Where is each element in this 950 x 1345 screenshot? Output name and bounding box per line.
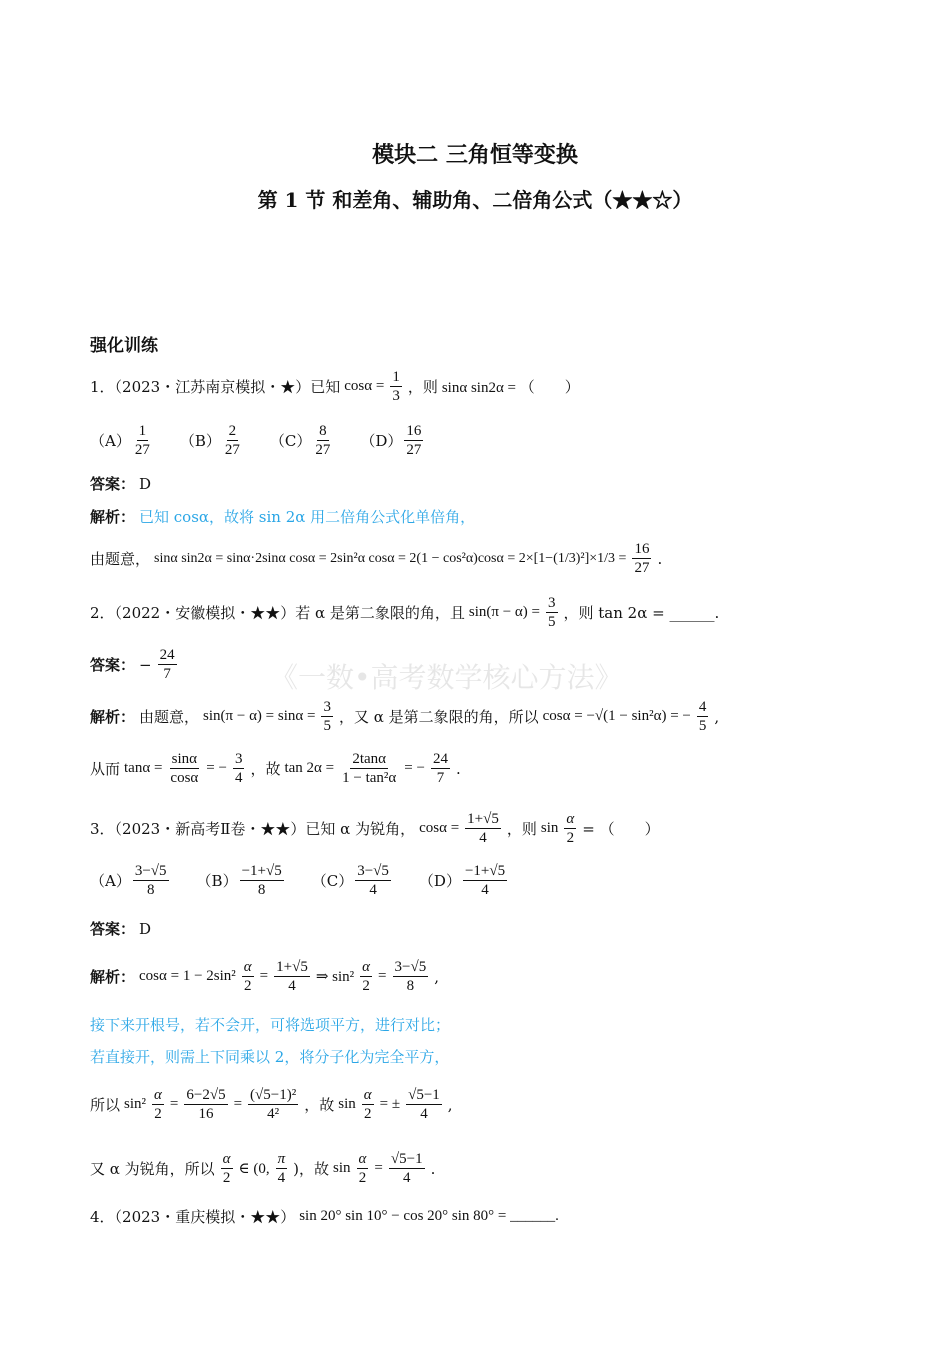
watermark: 《一数•高考数学核心方法》 <box>270 661 623 694</box>
q2-work1-a: 由题意， <box>139 708 200 726</box>
q2-stem: 2．（2022・安徽模拟・★★）若 α 是第二象限的角，且 <box>90 604 465 622</box>
q3-work2-b: sin² <box>124 1096 147 1112</box>
q2-work1-frac2: $\frac{4}{5}$ <box>698 699 707 734</box>
section-heading: 强化训练 <box>90 336 158 356</box>
q3-w1-frac3: $\frac{\alpha}{2}$ <box>362 959 371 994</box>
question-4-stem <box>90 1206 559 1227</box>
q2-ask: ，则 tan 2α = ______. <box>563 604 720 622</box>
q2-answer-label: 答案： <box>90 656 136 674</box>
q3-stem: 3．（2023・新高考Ⅱ卷・★★）已知 α 为锐角， <box>90 820 416 838</box>
q3-w3-b: ∈ (0, <box>238 1161 270 1177</box>
q1-hint: 已知 cosα，故将 sin 2α 用二倍角公式化单倍角， <box>139 508 476 526</box>
q3-answer <box>90 918 151 939</box>
q3-w2-frac1: $\frac{\alpha}{2}$ <box>154 1087 162 1122</box>
q3-analysis-label: 解析： <box>90 968 136 986</box>
q1-ask: sinα sin2α = （ ） <box>441 380 580 396</box>
question-3-stem <box>90 810 660 847</box>
q3-ask-b: sin <box>540 820 559 836</box>
q2-work2-frac2: $\frac{3}{4}$ <box>234 751 243 786</box>
q2-analysis-label: 解析： <box>90 708 136 726</box>
q2-work1-d: cosα = −√(1 − sin²α) = − <box>542 708 691 724</box>
q1-answer <box>90 473 151 494</box>
q1-cos-frac: $\frac{1}{3}$ <box>392 369 400 404</box>
q3-w1-frac1: $\frac{\alpha}{2}$ <box>243 959 252 994</box>
q3-given: cosα = <box>419 820 460 836</box>
q1-stem-a: 1．（2023・江苏南京模拟・★）已知 <box>90 378 341 396</box>
q1-analysis-label: 解析： <box>90 508 136 526</box>
q3-answer-label: 答案： <box>90 920 136 938</box>
q2-work2-a: 从而 <box>90 760 121 778</box>
q2-work2-e: tan 2α = <box>284 760 335 776</box>
q2-work2-frac4: $\frac{24}{7}$ <box>432 751 448 786</box>
q3-work-3: 又 α 为锐角，所以 $\frac{\alpha}{2}$ ∈ (0, $\frac{\pi}{4}$ )，故 sin $\frac{\alpha}{2}$ = $\frac{√5-1}{4}$ . <box>90 1151 436 1186</box>
q3-w1-eq-2: = <box>378 968 387 984</box>
page-title: 模块二 三角恒等变换 <box>372 142 578 168</box>
q1-cos-expr: cosα = <box>344 378 385 394</box>
q3-w2-c: ，故 <box>304 1096 335 1114</box>
q3-ask-c: = （ ） <box>582 820 660 838</box>
q2-work2-frac3: $\frac{2\tan\alpha}{\text{1 − tan²α}}$ <box>342 751 397 786</box>
q3-w2-eq: = <box>169 1096 179 1112</box>
q2-work-2: 从而 tanα = $\frac{\sin\alpha}{\cos\alpha}$ = − $\frac{3}{4}$ ，故 tan 2α = $\frac{2\tan\alpha}{\text{1 − tan²α}}$ = − $\frac{24}{7}$ . <box>90 751 461 786</box>
q1-work-prefix: 由题意， <box>90 550 151 568</box>
q3-work2-a: 所以 <box>90 1096 121 1114</box>
q3-w1-frac2: $\frac{1+√5}{4}$ <box>276 959 308 994</box>
q3-w2-frac3: $\frac{\text{(√5−1)²}}{\text{4²}}$ <box>250 1087 297 1122</box>
q2-work1-frac: $\frac{3}{5}$ <box>323 699 331 734</box>
q2-given: sin(π − α) = <box>468 604 540 620</box>
q4-stem: 4．（2023・重庆模拟・★★） <box>90 1208 296 1226</box>
q3-w1-arrow: ⇒ sin² <box>315 969 355 985</box>
q1-stem-b: ，则 <box>407 378 438 396</box>
q3-w3-frac2: $\frac{\pi}{4}$ <box>277 1151 286 1186</box>
q3-w3-frac1: $\frac{\alpha}{2}$ <box>222 1151 231 1186</box>
q1-option-d[interactable]: （D） $\frac{16}{27}$ <box>360 423 422 458</box>
q3-w2-eq-2: = <box>233 1096 243 1112</box>
q2-work2-b: tanα = <box>124 760 163 776</box>
q1-work-expr: sinα sin2α = sinα·2sinα cosα = 2sin²α cosα = 2(1 − cos²α)cosα = 2×[1−(1/3)²]×1/3 = <box>154 550 627 566</box>
q1-answer-label: 答案： <box>90 475 136 493</box>
question-2-stem <box>90 594 719 631</box>
q2-work-1: 解析： 由题意， sin(π − α) = sinα = $\frac{3}{5}$ ，又 α 是第二象限的角，所以 cosα = −√(1 − sin²α) = − $\frac{4}{5}$ , <box>90 699 720 734</box>
q2-work2-c: = − <box>206 760 227 776</box>
q2-work1-c: ，又 α 是第二象限的角，所以 <box>338 708 539 726</box>
q3-answer-value: D <box>139 919 152 938</box>
q3-work3-a: 又 α 为锐角，所以 <box>90 1160 215 1178</box>
q2-answer <box>90 646 179 683</box>
q3-w2-frac4: $\frac{\alpha}{2}$ <box>363 1087 372 1122</box>
q2-work2-f: = − <box>404 760 425 776</box>
q3-hint-1: 接下来开根号，若不会开，可将选项平方，进行对比； <box>90 1016 451 1034</box>
q3-hint-2: 若直接开，则需上下同乘以 2，将分子化为完全平方， <box>90 1048 450 1066</box>
q2-work2-frac1: $\frac{\sin\alpha}{\cos\alpha}$ <box>170 751 199 786</box>
question-1-stem <box>90 368 580 405</box>
q3-option-c[interactable]: （C） $\frac{3-√5}{4}$ <box>311 863 389 898</box>
q2-answer-sign: − <box>139 655 152 674</box>
q1-work: 由题意， sinα sin2α = sinα·2sinα cosα = 2sin²α cosα = 2(1 − cos²α)cosα = 2×[1−(1/3)²]×1/3 = $\frac{16}{27}$ . <box>90 541 663 576</box>
q3-work-2: 所以 sin² $\frac{\alpha}{2}$ = $\frac{6-2√5}{16}$ = $\frac{\text{(√5−1)²}}{\text{4²}}$ ，故 sin $\frac{\alpha}{2}$ = ± $\frac{√5-1}{4}$ , <box>90 1087 453 1122</box>
page-subtitle: 第 1 节 和差角、辅助角、二倍角公式（★★☆） <box>257 188 693 212</box>
q3-w3-c: )，故 <box>293 1160 330 1178</box>
q3-option-d[interactable]: （D） $\frac{-1+√5}{4}$ <box>418 863 506 898</box>
q4-expr: sin 20° sin 10° − cos 20° sin 80° = ______. <box>299 1208 559 1224</box>
question-1-options <box>90 422 447 459</box>
q3-w2-e: = ± <box>379 1096 401 1112</box>
q3-work1: cosα = 1 − 2sin² <box>139 968 236 984</box>
q3-work-1: 解析： cosα = 1 − 2sin² $\frac{\alpha}{2}$ = $\frac{1+√5}{4}$ ⇒ sin² $\frac{\alpha}{2}$ = $\frac{3-√5}{8}$ , <box>90 959 439 994</box>
q3-w3-eq: = <box>374 1160 383 1176</box>
q1-option-a[interactable]: （A） $\frac{1}{27}$ <box>90 423 150 458</box>
q2-work2-d: ，故 <box>250 760 281 778</box>
q3-w2-frac2: $\frac{6-2√5}{16}$ <box>186 1087 226 1122</box>
q3-w2-d: sin <box>338 1096 356 1112</box>
q3-w3-d: sin <box>333 1160 351 1176</box>
q2-given-frac: $\frac{3}{5}$ <box>548 595 556 630</box>
q1-analysis-hint <box>90 506 475 527</box>
question-3-options <box>90 862 531 899</box>
q3-w3-frac4: $\frac{√5-1}{4}$ <box>390 1151 423 1186</box>
q2-answer-frac: $\frac{24}{7}$ <box>159 647 175 682</box>
q3-w1-frac4: $\frac{3-√5}{8}$ <box>394 959 427 994</box>
q3-w3-frac3: $\frac{\alpha}{2}$ <box>358 1151 367 1186</box>
q2-work1-b: sin(π − α) = sinα = <box>203 708 316 724</box>
q1-answer-value: D <box>139 474 152 493</box>
q3-ask-a: ，则 <box>506 820 537 838</box>
q1-option-c[interactable]: （C） $\frac{8}{27}$ <box>269 423 331 458</box>
q3-given-frac: $\frac{1+√5}{4}$ <box>467 811 499 846</box>
q1-option-b[interactable]: （B） $\frac{2}{27}$ <box>179 423 240 458</box>
q1-result-frac: $\frac{16}{27}$ <box>634 541 650 576</box>
q3-w1-eq: = <box>259 968 269 984</box>
q3-w2-frac5: $\frac{√5-1}{4}$ <box>408 1087 440 1122</box>
q3-option-a[interactable]: （A） $\frac{3-√5}{8}$ <box>90 863 167 898</box>
q3-option-b[interactable]: （B） $\frac{-1+√5}{8}$ <box>196 863 282 898</box>
q3-ask-frac: $\frac{\alpha}{2}$ <box>566 811 575 846</box>
